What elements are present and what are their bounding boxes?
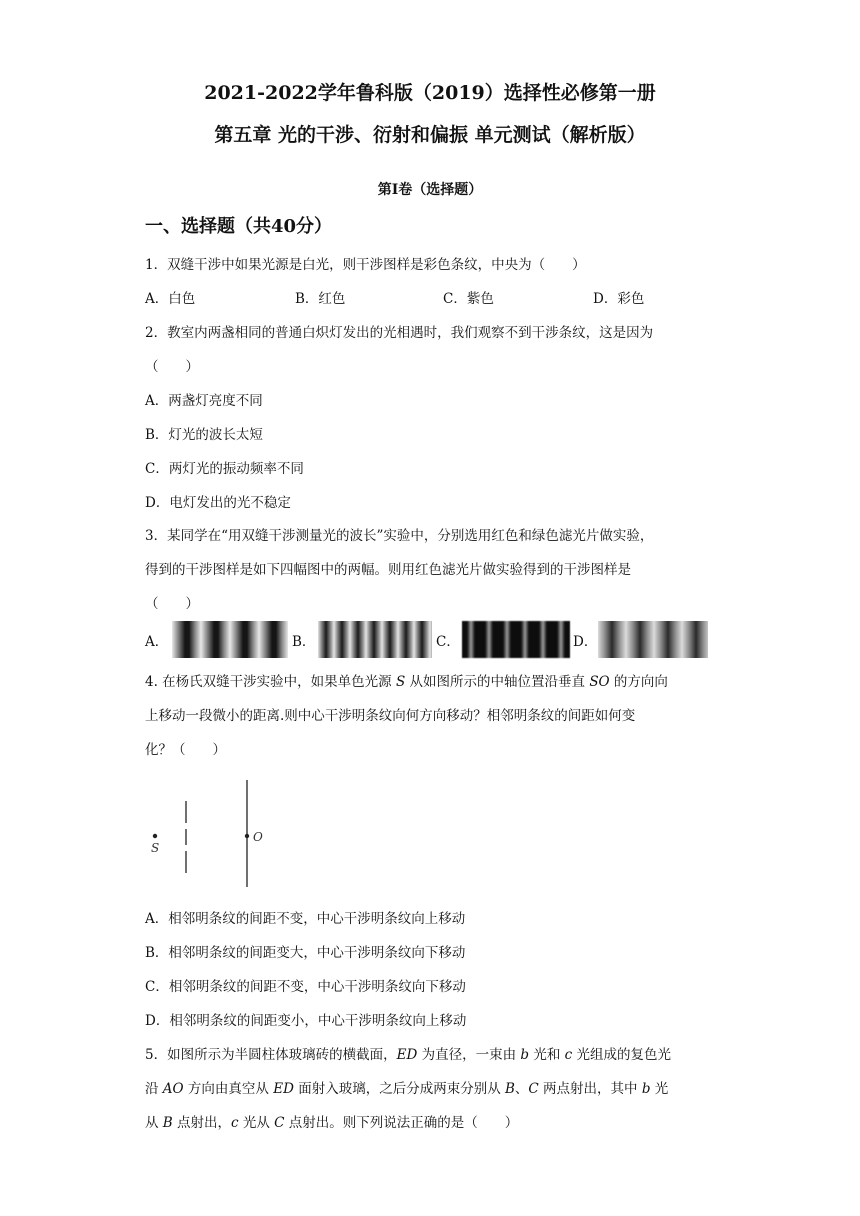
- q5-symbol: ED: [273, 1081, 294, 1097]
- q1-option-b: B．红色: [295, 291, 346, 307]
- question-1-stem: 1．双缝干涉中如果光源是白光，则干涉图样是彩色条纹，中央为（ ）: [145, 257, 586, 273]
- label-s: S: [151, 841, 160, 855]
- question-4-stem-line2: 上移动一段微小的距离.则中心干涉明条纹向何方向移动？相邻明条纹的间距如何变: [145, 708, 636, 724]
- document-subtitle: 第五章 光的干涉、衍射和偏振 单元测试（解析版）: [214, 124, 646, 146]
- q5-text: 方向由真空从: [183, 1081, 274, 1097]
- q5-text: 沿: [145, 1081, 163, 1097]
- question-5-stem-line2: [145, 1077, 668, 1097]
- q5-symbol: b: [520, 1047, 530, 1063]
- q5-text: 两点射出，其中: [538, 1081, 642, 1097]
- q4-text-1: 4. 在杨氏双缝干涉实验中，如果单色光源: [145, 674, 396, 690]
- q4-text-3: 的方向向: [609, 674, 668, 690]
- q5-symbol: b: [641, 1081, 651, 1097]
- question-3-stem-line2: 得到的干涉图样是如下四幅图中的两幅。则用红色滤光片做实验得到的干涉图样是: [145, 562, 631, 578]
- q5-text: 光从: [238, 1115, 275, 1131]
- question-3-stem-line3: （ ）: [145, 596, 199, 612]
- q5-symbol: c: [564, 1047, 573, 1063]
- q5-symbol: C: [528, 1081, 539, 1097]
- q3-option-a-label: A．: [145, 634, 169, 650]
- question-1-options: [145, 287, 745, 307]
- q2-option-a: A．两盏灯亮度不同: [145, 393, 263, 409]
- q4-option-d: D．相邻明条纹的间距变小，中心干涉明条纹向上移动: [145, 1013, 467, 1029]
- q2-option-b: B．灯光的波长太短: [145, 427, 263, 443]
- q5-text: 点射出，: [172, 1115, 232, 1131]
- q5-text: 光组成的复色光: [572, 1047, 671, 1063]
- q3-option-b-label: B．: [292, 634, 316, 650]
- document-title: 2021-2022学年鲁科版（2019）选择性必修第一册: [204, 82, 656, 104]
- q4-symbol-so: SO: [589, 674, 610, 690]
- q5-text: 从: [145, 1115, 163, 1131]
- volume-heading: 第I卷（选择题）: [377, 182, 483, 198]
- label-o: O: [253, 830, 263, 844]
- q5-text: 光和: [529, 1047, 565, 1063]
- q5-text: 面射入玻璃，之后分成两束分别从: [293, 1081, 505, 1097]
- q1-option-a: A．白色: [145, 291, 196, 307]
- question-2-stem-line1: 2．教室内两盏相同的普通白炽灯发出的光相遇时，我们观察不到干涉条纹，这是因为: [145, 325, 654, 341]
- fringe-pattern-b: [318, 621, 432, 658]
- q5-text: 光: [650, 1081, 669, 1097]
- q4-option-c: C．相邻明条纹的间距不变，中心干涉明条纹向下移动: [145, 979, 466, 995]
- center-point-o: [245, 834, 249, 838]
- q5-symbol: B: [162, 1115, 173, 1131]
- question-3-stem-line1: 3．某同学在“用双缝干涉测量光的波长”实验中，分别选用红色和绿色滤光片做实验，: [145, 528, 654, 544]
- light-source-dot: [153, 834, 157, 838]
- q2-option-d: D．电灯发出的光不稳定: [145, 495, 291, 511]
- q5-symbol: B: [505, 1081, 515, 1097]
- q5-text: 点射出。则下列说法正确的是（ ）: [284, 1115, 519, 1131]
- q2-option-c: C．两灯光的振动频率不同: [145, 461, 304, 477]
- q5-text: 为直径，一束由: [417, 1047, 521, 1063]
- q5-text: 、: [514, 1081, 529, 1097]
- q4-symbol-s: S: [395, 674, 406, 690]
- question-4-stem-line3: 化？（ ）: [145, 742, 226, 758]
- q5-text: 5．如图所示为半圆柱体玻璃砖的横截面，: [145, 1047, 397, 1063]
- question-5-stem-line3: [145, 1111, 518, 1131]
- q4-text-2: 从如图所示的中轴位置沿垂直: [405, 674, 590, 690]
- fringe-pattern-c: [462, 621, 570, 658]
- question-4-stem-line1: [145, 670, 668, 690]
- q3-option-d-label: D．: [573, 634, 598, 650]
- double-slit-diagram: [140, 775, 280, 895]
- q5-symbol: c: [231, 1115, 239, 1131]
- q5-symbol: ED: [396, 1047, 418, 1063]
- q1-option-d: D．彩色: [593, 291, 645, 307]
- q3-option-c-label: C．: [436, 634, 460, 650]
- question-2-stem-line2: （ ）: [145, 359, 199, 375]
- section-heading: 一、选择题（共40分）: [145, 216, 333, 237]
- q4-option-a: A．相邻明条纹的间距不变，中心干涉明条纹向上移动: [145, 911, 466, 927]
- q4-option-b: B．相邻明条纹的间距变大，中心干涉明条纹向下移动: [145, 945, 466, 961]
- fringe-pattern-d: [598, 621, 708, 658]
- q1-option-c: C．紫色: [443, 291, 494, 307]
- q5-symbol: C: [274, 1115, 285, 1131]
- question-5-stem-line1: [145, 1043, 671, 1063]
- q5-symbol: AO: [162, 1081, 184, 1097]
- fringe-pattern-a: [172, 621, 288, 658]
